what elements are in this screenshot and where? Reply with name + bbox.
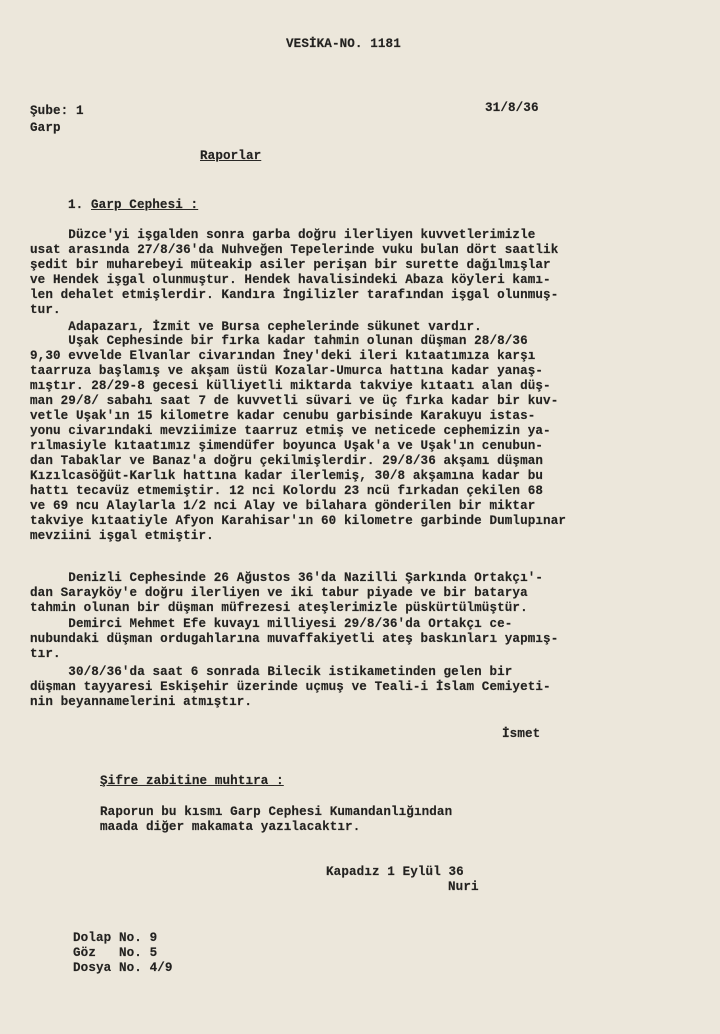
signature-ismet: İsmet <box>502 727 541 741</box>
place-date-line: Kapadız 1 Eylül 36 <box>326 865 464 879</box>
place-date <box>326 865 479 895</box>
document-date: 31/8/36 <box>485 101 539 115</box>
heading-number: 1. <box>68 198 84 212</box>
front-label: Garp <box>30 121 61 135</box>
front-heading <box>68 198 198 213</box>
paragraph-demirci: Demirci Mehmet Efe kuvayı milliyesi 29/8/36'da Ortakçı ce- nubundaki düşman ordugahlarına muvaffakiyetli ateş baskınları yapmış- tır. <box>30 617 559 661</box>
paragraph-duzce: Düzce'yi işgalden sonra garba doğru ilerliyen kuvvetlerimizle usat arasında 27/8/36'da Nuhveğen Tepelerinde vuku bulan dört saatlik şedit bir muharebeyi müteakip asiler perişan bir surette dağılmışlar ve Hendek işgal olunmuştur. Hendek havalisindeki Abaza köyleri kamı- len dehalet etmişlerdir. Kandıra İngilizler tarafından işgal olunmuş- tur. <box>30 228 559 317</box>
heading-text: Garp Cephesi : <box>91 198 199 212</box>
paragraph-denizli: Denizli Cephesinde 26 Ağustos 36'da Nazilli Şarkında Ortakçı'- dan Sarayköy'e doğru ilerliyen ve iki tabur piyade ve bir batarya tahmin olunan bir düşman müfrezesi ateşlerimizle püskürtülmüştür. <box>30 571 544 615</box>
archive-reference: Dolap No. 9 Göz No. 5 Dosya No. 4/9 <box>73 931 173 975</box>
paragraph-bilecik: 30/8/36'da saat 6 sonrada Bilecik istikametinden gelen bir düşman tayyaresi Eskişehir üzerinde uçmuş ve Teali-i İslam Cemiyeti- nin beyannamelerini atmıştır. <box>30 665 551 709</box>
paragraph-usak: Uşak Cephesinde bir fırka kadar tahmin olunan düşman 28/8/36 9,30 evvelde Elvanlar civarından İney'deki ileri kıtaatımıza karşı taarruza başlamış ve akşam üstü Kozalar-Umurca hattına kadar yanaş- mıştır. 28/29-8 gecesi külliyetli miktarda takviye kıtaatı alan düş- man 29/8/ sabahı saat 7 de kuvvetli süvari ve üç fırka kadar bir kuv- vetle Uşak'ın 15 kilometre kadar cenubu garbisinde Karakuyu istas- yonu civarındaki mevziimize taarruz etmiş ve neticede cephemizin ya- rılmasiyle kıtaatımız şimendüfer boyunca Uşak'a ve Uşak'ın cenubun- dan Tabaklar ve Banaz'a doğru çekilmişlerdir. 29/8/36 akşamı düşman Kızılcasöğüt-Karlık hattına kadar ilerlemiş, 30/8 akşamına kadar bu hattı tecavüz etmemiştir. 12 nci Kolordu 23 ncü fırkadan çekilen 68 ve 69 ncu Alaylarla 1/2 nci Alay ve bilahara gönderilen bir miktar takviye kıtaatiyle Afyon Karahisar'ın 60 kilometre garbinde Dumlupınar mevziini işgal etmiştir. <box>30 334 567 543</box>
section-title: Raporlar <box>200 149 262 163</box>
signer-name: Nuri <box>448 880 479 894</box>
cipher-heading: Şifre zabitine muhtıra : <box>100 774 284 788</box>
paragraph-adapazari: Adapazarı, İzmit ve Bursa cephelerinde sükunet vardır. <box>30 320 482 334</box>
document-title: VESİKA-NO. 1181 <box>286 37 401 51</box>
cipher-body: Raporun bu kısmı Garp Cephesi Kumandanlığından maada diğer makamata yazılacaktır. <box>100 805 453 834</box>
branch-label: Şube: 1 <box>30 104 84 118</box>
